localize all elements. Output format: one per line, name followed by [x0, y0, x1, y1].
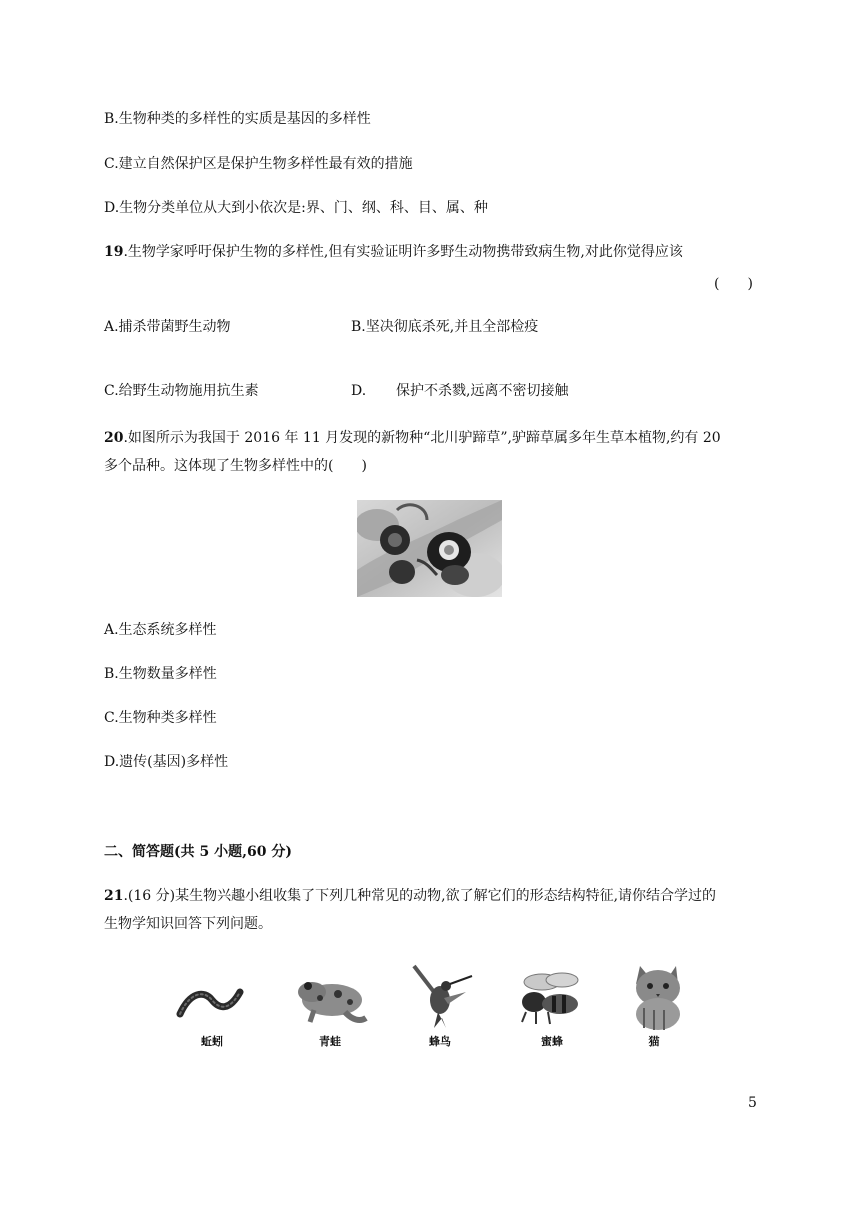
animal-bee-label: 蜜蜂	[541, 1035, 563, 1048]
animal-frog-label: 青蛙	[319, 1035, 341, 1048]
q19-option-d-letter: D.	[351, 383, 367, 399]
q20-option-b: B.生物数量多样性	[104, 666, 217, 682]
q19-option-b: B.坚决彻底杀死,并且全部检疫	[351, 319, 539, 335]
q21-stem-line1	[104, 886, 716, 906]
q21-stem-line2: 生物学知识回答下列问题。	[104, 916, 272, 932]
q20-option-d: D.遗传(基因)多样性	[104, 754, 229, 770]
q19-option-c: C.给野生动物施用抗生素	[104, 383, 259, 399]
animal-frog	[290, 962, 370, 1052]
earthworm-icon	[172, 962, 252, 1032]
q20-option-c: C.生物种类多样性	[104, 710, 217, 726]
q19-option-a: A.捕杀带菌野生动物	[104, 319, 231, 335]
q19-answer-paren: ( )	[714, 276, 753, 292]
flower-photo	[357, 500, 502, 597]
q20-number: 20	[104, 430, 124, 446]
page-number: 5	[748, 1095, 757, 1111]
q18-option-b: B.生物种类的多样性的实质是基因的多样性	[104, 111, 371, 127]
animal-cat-label: 猫	[648, 1035, 660, 1048]
q20-stem-line1	[104, 428, 721, 448]
animal-hummingbird-label: 蜂鸟	[429, 1035, 451, 1048]
section-2-title: 二、简答题(共 5 小题,60 分)	[104, 844, 292, 860]
q21-number: 21	[104, 888, 124, 904]
animal-earthworm-label: 蚯蚓	[201, 1035, 223, 1048]
q20-option-a: A.生态系统多样性	[104, 622, 217, 638]
bee-icon	[512, 962, 592, 1032]
animal-cat	[614, 962, 694, 1052]
q18-option-c: C.建立自然保护区是保护生物多样性最有效的措施	[104, 156, 413, 172]
q20-stem-line2: 多个品种。这体现了生物多样性中的( )	[104, 458, 367, 474]
q18-option-d: D.生物分类单位从大到小依次是:界、门、纲、科、目、属、种	[104, 200, 488, 216]
cat-icon	[614, 962, 694, 1032]
q20-text1: .如图所示为我国于 2016 年 11 月发现的新物种“北川驴蹄草”,驴蹄草属多年生草本植物,约有 20	[123, 430, 721, 446]
animal-bee	[512, 962, 592, 1052]
q21-text1: .(16 分)某生物兴趣小组收集了下列几种常见的动物,欲了解它们的形态结构特征,请你结合学过的	[123, 888, 717, 904]
q19-text: .生物学家呼吁保护生物的多样性,但有实验证明许多野生动物携带致病生物,对此你觉得应该	[123, 244, 683, 260]
frog-icon	[290, 962, 370, 1032]
hummingbird-icon	[400, 962, 480, 1032]
flower-photo-image	[357, 500, 502, 597]
animal-hummingbird	[400, 962, 480, 1052]
q19-option-d-text: 保护不杀戮,远离不密切接触	[396, 383, 569, 399]
q19-number: 19	[104, 244, 124, 260]
animal-earthworm	[172, 962, 252, 1052]
q19-stem	[104, 242, 683, 262]
